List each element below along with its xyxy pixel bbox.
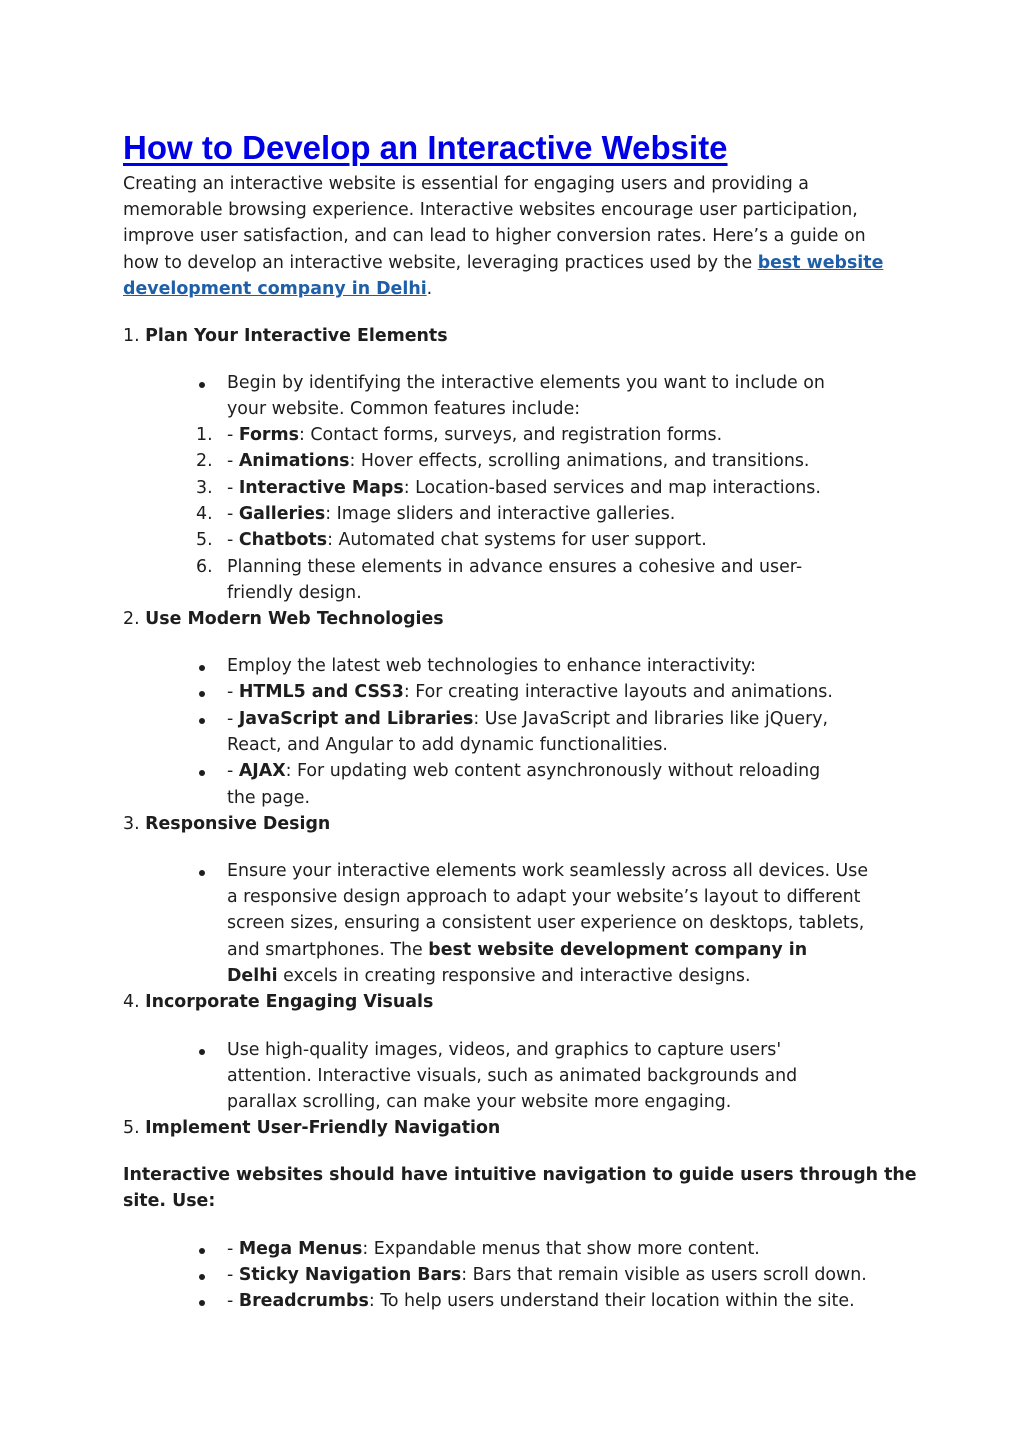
s1-item-3-number: 3. bbox=[196, 478, 213, 498]
item-desc: : Image sliders and interactive galleries. bbox=[325, 504, 676, 524]
item-term: Chatbots bbox=[238, 530, 328, 550]
dash: - bbox=[227, 478, 239, 498]
s1-item-2-number: 2. bbox=[196, 451, 213, 471]
section-3-number: 3. bbox=[123, 814, 146, 834]
bullet-icon bbox=[199, 1049, 205, 1055]
s2-bullet-html5 bbox=[227, 679, 833, 705]
item-term: Animations bbox=[238, 451, 350, 471]
item-desc: : To help users understand their location within the site. bbox=[368, 1291, 855, 1311]
s2-bullet-javascript bbox=[227, 706, 828, 732]
s1-item-galleries bbox=[227, 501, 675, 527]
item-desc: : Automated chat systems for user support. bbox=[327, 530, 707, 550]
dash: - bbox=[227, 1291, 239, 1311]
s4-line-2: attention. Interactive visuals, such as animated backgrounds and bbox=[227, 1066, 798, 1086]
s1-item-chatbots bbox=[227, 527, 707, 553]
section-1-heading bbox=[123, 323, 448, 349]
company-link-part-2[interactable]: development company in Delhi bbox=[123, 279, 427, 299]
s1-item-4-number: 4. bbox=[196, 504, 213, 524]
item-term: HTML5 and CSS3 bbox=[238, 682, 404, 702]
s5-item-breadcrumbs bbox=[227, 1288, 855, 1314]
s1-item-6-line-1: Planning these elements in advance ensures a cohesive and user- bbox=[227, 557, 803, 577]
section-3-heading bbox=[123, 811, 330, 837]
s3-line-1: Ensure your interactive elements work seamlessly across all devices. Use bbox=[227, 861, 869, 881]
bullet-icon bbox=[199, 382, 205, 388]
intro-line-4-text: how to develop an interactive website, leveraging practices used by the bbox=[123, 253, 758, 273]
s3-line-4-text: and smartphones. The bbox=[227, 940, 429, 960]
s3-company-bold: best website development company in bbox=[428, 940, 808, 960]
dash: - bbox=[227, 425, 239, 445]
item-desc: : Use JavaScript and libraries like jQuery, bbox=[473, 709, 829, 729]
s5-para-line-1: Interactive websites should have intuitive navigation to guide users through the bbox=[123, 1165, 917, 1185]
s1-bullet-line-1: Begin by identifying the interactive elements you want to include on bbox=[227, 373, 825, 393]
s1-item-animations bbox=[227, 448, 809, 474]
s3-delhi-bold: Delhi bbox=[227, 966, 278, 986]
section-4-number: 4. bbox=[123, 992, 146, 1012]
dash: - bbox=[227, 682, 239, 702]
s3-line-5-text: excels in creating responsive and interactive designs. bbox=[277, 966, 751, 986]
dash: - bbox=[227, 451, 239, 471]
item-desc: : Hover effects, scrolling animations, and transitions. bbox=[349, 451, 810, 471]
s4-line-1: Use high-quality images, videos, and graphics to capture users' bbox=[227, 1040, 782, 1060]
s3-line-5 bbox=[227, 963, 751, 989]
intro-line-4 bbox=[123, 250, 883, 276]
item-term: AJAX bbox=[238, 761, 286, 781]
bullet-icon bbox=[199, 1248, 205, 1254]
item-desc: : Contact forms, surveys, and registration forms. bbox=[298, 425, 723, 445]
section-4-heading bbox=[123, 989, 433, 1015]
section-2-heading bbox=[123, 606, 444, 632]
s3-line-2: a responsive design approach to adapt your website’s layout to different bbox=[227, 887, 861, 907]
bullet-icon bbox=[199, 665, 205, 671]
section-1-number: 1. bbox=[123, 326, 146, 346]
intro-period: . bbox=[426, 279, 433, 299]
item-term: Galleries bbox=[238, 504, 326, 524]
s2-bullet-ajax-line-2: the page. bbox=[227, 788, 311, 808]
item-term: Breadcrumbs bbox=[238, 1291, 369, 1311]
intro-line-3: improve user satisfaction, and can lead to higher conversion rates. Here’s a guide on bbox=[123, 226, 866, 246]
section-2-title: Use Modern Web Technologies bbox=[145, 609, 444, 629]
s1-item-6-line-2: friendly design. bbox=[227, 583, 362, 603]
dash: - bbox=[227, 761, 239, 781]
item-term: JavaScript and Libraries bbox=[238, 709, 474, 729]
page-title-link[interactable]: How to Develop an Interactive Website bbox=[123, 129, 728, 166]
s5-item-mega-menus bbox=[227, 1236, 760, 1262]
s5-item-sticky-nav bbox=[227, 1262, 867, 1288]
dash: - bbox=[227, 709, 239, 729]
section-4-title: Incorporate Engaging Visuals bbox=[145, 992, 434, 1012]
item-desc: : Bars that remain visible as users scroll down. bbox=[461, 1265, 867, 1285]
bullet-icon bbox=[199, 1274, 205, 1280]
section-5-number: 5. bbox=[123, 1118, 146, 1138]
s2-bullet-1: Employ the latest web technologies to enhance interactivity: bbox=[227, 656, 757, 676]
intro-line-1: Creating an interactive website is essential for engaging users and providing a bbox=[123, 174, 809, 194]
dash: - bbox=[227, 530, 239, 550]
s2-bullet-javascript-line-2: React, and Angular to add dynamic functionalities. bbox=[227, 735, 668, 755]
section-5-heading bbox=[123, 1115, 500, 1141]
bullet-icon bbox=[199, 718, 205, 724]
item-desc: : For creating interactive layouts and animations. bbox=[403, 682, 833, 702]
s1-item-forms bbox=[227, 422, 722, 448]
item-term: Sticky Navigation Bars bbox=[238, 1265, 462, 1285]
section-3-title: Responsive Design bbox=[145, 814, 331, 834]
bullet-icon bbox=[199, 1300, 205, 1306]
bullet-icon bbox=[199, 770, 205, 776]
s2-bullet-ajax bbox=[227, 758, 820, 784]
item-term: Interactive Maps bbox=[238, 478, 404, 498]
item-term: Forms bbox=[238, 425, 299, 445]
item-desc: : Expandable menus that show more content. bbox=[362, 1239, 760, 1259]
intro-line-2: memorable browsing experience. Interactive websites encourage user participation, bbox=[123, 200, 858, 220]
s5-para-line-2: site. Use: bbox=[123, 1191, 216, 1211]
bullet-icon bbox=[199, 870, 205, 876]
s3-line-4 bbox=[227, 937, 807, 963]
s1-item-maps bbox=[227, 475, 821, 501]
company-link-part-1[interactable]: best website bbox=[757, 253, 884, 273]
section-5-title: Implement User-Friendly Navigation bbox=[145, 1118, 501, 1138]
dash: - bbox=[227, 504, 239, 524]
section-2-number: 2. bbox=[123, 609, 146, 629]
bullet-icon bbox=[199, 691, 205, 697]
s1-item-6-number: 6. bbox=[196, 557, 213, 577]
section-1-title: Plan Your Interactive Elements bbox=[145, 326, 448, 346]
s1-item-5-number: 5. bbox=[196, 530, 213, 550]
s1-item-1-number: 1. bbox=[196, 425, 213, 445]
intro-line-5 bbox=[123, 276, 432, 302]
s3-line-3: screen sizes, ensuring a consistent user experience on desktops, tablets, bbox=[227, 913, 865, 933]
item-term: Mega Menus bbox=[238, 1239, 363, 1259]
dash: - bbox=[227, 1239, 239, 1259]
s1-bullet-line-2: your website. Common features include: bbox=[227, 399, 581, 419]
s4-line-3: parallax scrolling, can make your website more engaging. bbox=[227, 1092, 732, 1112]
item-desc: : Location-based services and map interactions. bbox=[403, 478, 821, 498]
item-desc: : For updating web content asynchronously without reloading bbox=[285, 761, 821, 781]
dash: - bbox=[227, 1265, 239, 1285]
